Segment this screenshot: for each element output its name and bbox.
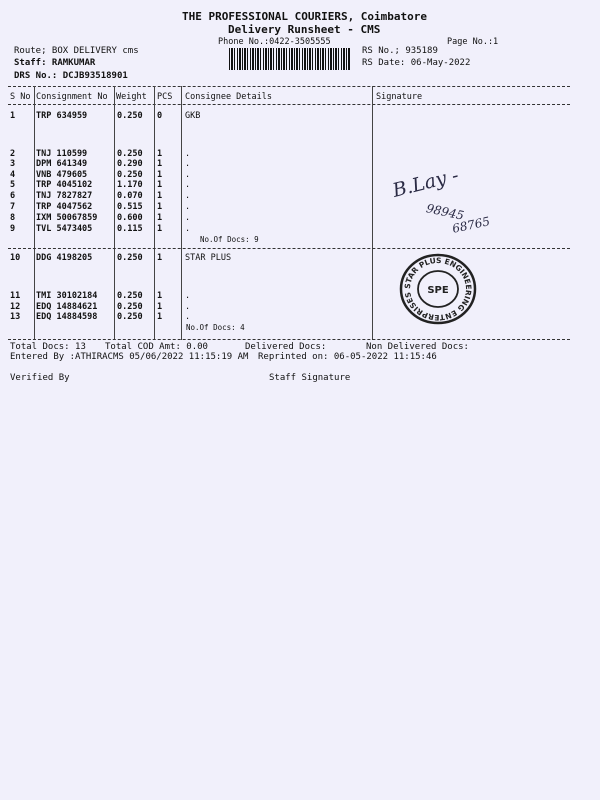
table-row [0, 180, 600, 190]
row-consignment: TRP 4047562 [36, 202, 93, 212]
col-header-pcs: PCS [157, 92, 173, 102]
row-sno: 3 [10, 159, 16, 169]
svg-text:SPE: SPE [427, 285, 449, 296]
row-details: . [185, 224, 191, 234]
row-pcs: 1 [157, 302, 163, 312]
row-consignment: TNJ 110599 [36, 149, 88, 159]
reprinted-on: Reprinted on: 06-05-2022 11:15:46 [258, 352, 437, 362]
row-sno: 11 [10, 291, 21, 301]
row-consignment: EDQ 14884598 [36, 312, 98, 322]
verified-by: Verified By [10, 373, 70, 383]
row-pcs: 1 [157, 180, 163, 190]
table-row [0, 312, 600, 322]
row-weight: 0.250 [117, 170, 143, 180]
row-consignment: IXM 50067859 [36, 213, 98, 223]
row-pcs: 1 [157, 149, 163, 159]
row-weight: 0.250 [117, 312, 143, 322]
row-details: . [185, 159, 191, 169]
table-row [0, 253, 600, 263]
delivered-docs: Delivered Docs: [245, 342, 327, 352]
row-consignment: DDG 4198205 [36, 253, 93, 263]
row-weight: 0.115 [117, 224, 143, 234]
row-consignment: TVL 5473405 [36, 224, 93, 234]
route-label: Route; BOX DELIVERY cms [14, 46, 139, 56]
col-header-signature: Signature [376, 92, 423, 102]
table-row [0, 213, 600, 223]
table-row [0, 159, 600, 169]
row-pcs: 1 [157, 291, 163, 301]
group-separator [8, 248, 570, 249]
row-weight: 0.290 [117, 159, 143, 169]
row-consignment: TRP 4045102 [36, 180, 93, 190]
group-doc-count: No.Of Docs: 4 [186, 323, 245, 332]
row-sno: 5 [10, 180, 16, 190]
row-details: GKB [185, 111, 201, 121]
row-sno: 1 [10, 111, 16, 121]
row-consignment: TRP 634959 [36, 111, 88, 121]
phone-number: Phone No.:0422-3505555 [218, 37, 331, 47]
total-cod: Total COD Amt: 0.00 [105, 342, 208, 352]
row-pcs: 1 [157, 312, 163, 322]
row-consignment: VNB 479605 [36, 170, 88, 180]
row-pcs: 1 [157, 213, 163, 223]
group-doc-count: No.Of Docs: 9 [200, 235, 259, 244]
col-header-consignment: Consignment No [36, 92, 108, 102]
row-sno: 13 [10, 312, 21, 322]
row-sno: 6 [10, 191, 16, 201]
row-pcs: 1 [157, 224, 163, 234]
row-details: STAR PLUS [185, 253, 232, 263]
row-weight: 0.250 [117, 302, 143, 312]
row-pcs: 1 [157, 159, 163, 169]
row-details: . [185, 149, 191, 159]
entered-by: Entered By :ATHIRACMS 05/06/2022 11:15:19 AM [10, 352, 249, 362]
table-row [0, 191, 600, 201]
table-row [0, 202, 600, 212]
row-weight: 0.250 [117, 253, 143, 263]
row-sno: 2 [10, 149, 16, 159]
row-pcs: 1 [157, 170, 163, 180]
row-details: . [185, 180, 191, 190]
rs-date: RS Date: 06-May-2022 [362, 58, 471, 68]
col-header-details: Consignee Details [185, 92, 272, 102]
row-pcs: 0 [157, 111, 163, 121]
handwritten-signature: B.Lay - [390, 164, 461, 202]
table-row [0, 149, 600, 159]
col-header-weight: Weight [116, 92, 147, 102]
row-pcs: 1 [157, 253, 163, 263]
table-row [0, 111, 600, 121]
table-row [0, 170, 600, 180]
row-sno: 7 [10, 202, 16, 212]
header-bottom-border [8, 104, 570, 105]
row-details: . [185, 191, 191, 201]
svg-text:STAR PLUS ENGINEERING ENTERPRI: STAR PLUS ENGINEERING ENTERPRISES [402, 255, 474, 323]
staff-signature: Staff Signature [269, 373, 351, 383]
total-docs: Total Docs: 13 [10, 342, 86, 352]
table-top-border [8, 86, 570, 87]
row-weight: 0.600 [117, 213, 143, 223]
row-weight: 0.250 [117, 149, 143, 159]
non-delivered-docs: Non Delivered Docs: [366, 342, 469, 352]
row-sno: 10 [10, 253, 21, 263]
table-row [0, 291, 600, 301]
row-details: . [185, 312, 191, 322]
company-stamp [398, 252, 478, 326]
col-header-sno: S No [10, 92, 31, 102]
row-consignment: TMI 30102184 [36, 291, 98, 301]
table-header-row [0, 92, 600, 102]
staff-label: Staff: RAMKUMAR [14, 58, 96, 68]
row-details: . [185, 302, 191, 312]
row-pcs: 1 [157, 191, 163, 201]
runsheet-subtitle: Delivery Runsheet - CMS [228, 23, 381, 36]
row-weight: 0.070 [117, 191, 143, 201]
row-weight: 1.170 [117, 180, 143, 190]
barcode [229, 48, 351, 70]
table-bottom-border [8, 339, 570, 340]
row-details: . [185, 291, 191, 301]
row-consignment: TNJ 7827827 [36, 191, 93, 201]
row-weight: 0.250 [117, 111, 143, 121]
handwritten-number: 68765 [450, 214, 492, 236]
row-weight: 0.515 [117, 202, 143, 212]
table-row [0, 302, 600, 312]
row-consignment: EDQ 14884621 [36, 302, 98, 312]
row-weight: 0.250 [117, 291, 143, 301]
row-sno: 12 [10, 302, 21, 312]
row-consignment: DPM 641349 [36, 159, 88, 169]
table-row [0, 224, 600, 234]
page-number: Page No.:1 [447, 37, 499, 47]
handwritten-number: 98945 [424, 201, 466, 223]
row-details: . [185, 202, 191, 212]
company-title: THE PROFESSIONAL COURIERS, Coimbatore [182, 10, 428, 23]
row-pcs: 1 [157, 202, 163, 212]
row-details: . [185, 213, 191, 223]
row-details: . [185, 170, 191, 180]
row-sno: 9 [10, 224, 16, 234]
row-sno: 8 [10, 213, 16, 223]
drs-number: DRS No.: DCJB93518901 [14, 71, 128, 81]
rs-number: RS No.; 935189 [362, 46, 438, 56]
row-sno: 4 [10, 170, 16, 180]
